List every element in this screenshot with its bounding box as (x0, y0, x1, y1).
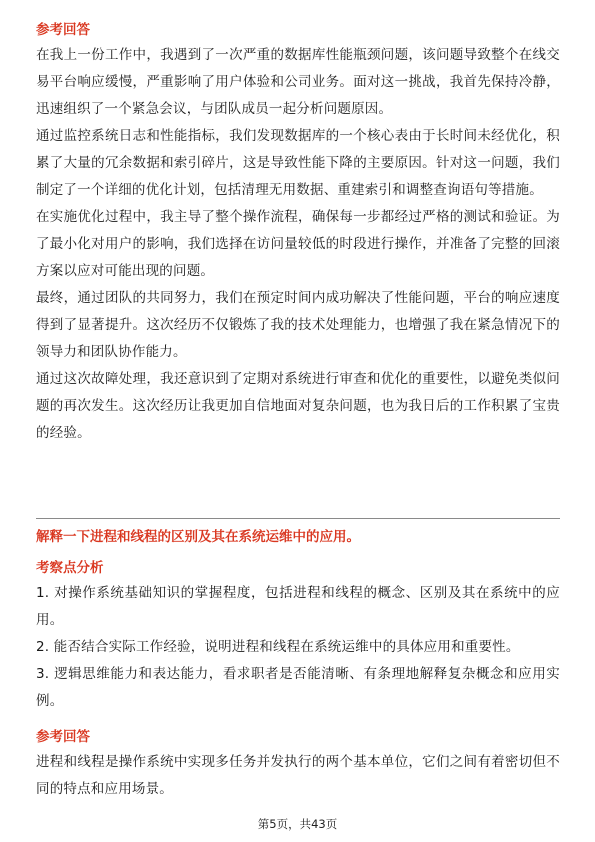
answer-paragraph: 通过监控系统日志和性能指标，我们发现数据库的一个核心表由于长时间未经优化，积累了大量的冗余数据和索引碎片，这是导致性能下降的主要原因。针对这一问题，我们制定了一个详细的优化计划，包括清理无用数据、重建索引和调整查询语句等措施。 (36, 128, 560, 198)
answer-paragraph: 通过这次故障处理，我还意识到了定期对系统进行审查和优化的重要性，以避免类似问题的再次发生。这次经历让我更加自信地面对复杂问题，也为我日后的工作积累了宝贵的经验。 (36, 371, 560, 441)
reference-answer-heading: 参考回答 (36, 729, 90, 745)
page-number: 第5页，共43页 (257, 817, 338, 831)
reference-answer-heading: 参考回答 (36, 22, 90, 38)
question-title: 解释一下进程和线程的区别及其在系统运维中的应用。 (36, 529, 360, 545)
analysis-item: 2. 能否结合实际工作经验，说明进程和线程在系统运维中的具体应用和重要性。 (36, 639, 520, 655)
answer-paragraph: 在我上一份工作中，我遇到了一次严重的数据库性能瓶颈问题，该问题导致整个在线交易平台响应缓慢，严重影响了用户体验和公司业务。面对这一挑战，我首先保持冷静，迅速组织了一个紧急会议，与团队成员一起分析问题原因。 (36, 47, 560, 117)
analysis-heading: 考察点分析 (36, 560, 104, 576)
analysis-item: 3. 逻辑思维能力和表达能力，看求职者是否能清晰、有条理地解释复杂概念和应用实例。 (36, 666, 560, 709)
question-section (36, 524, 560, 803)
answer-paragraph: 进程和线程是操作系统中实现多任务并发执行的两个基本单位，它们之间有着密切但不同的特点和应用场景。 (36, 754, 560, 797)
spacer (36, 715, 560, 725)
answer-paragraph: 最终，通过团队的共同努力，我们在预定时间内成功解决了性能问题，平台的响应速度得到了显著提升。这次经历不仅锻炼了我的技术处理能力，也增强了我在紧急情况下的领导力和团队协作能力。 (36, 290, 560, 360)
analysis-item: 1. 对操作系统基础知识的掌握程度，包括进程和线程的概念、区别及其在系统中的应用。 (36, 585, 560, 628)
section-divider (36, 518, 560, 519)
answer-section-previous (36, 18, 560, 447)
answer-paragraph: 在实施优化过程中，我主导了整个操作流程，确保每一步都经过严格的测试和验证。为了最小化对用户的影响，我们选择在访问量较低的时段进行操作，并准备了完整的回滚方案以应对可能出现的问题。 (36, 209, 560, 279)
